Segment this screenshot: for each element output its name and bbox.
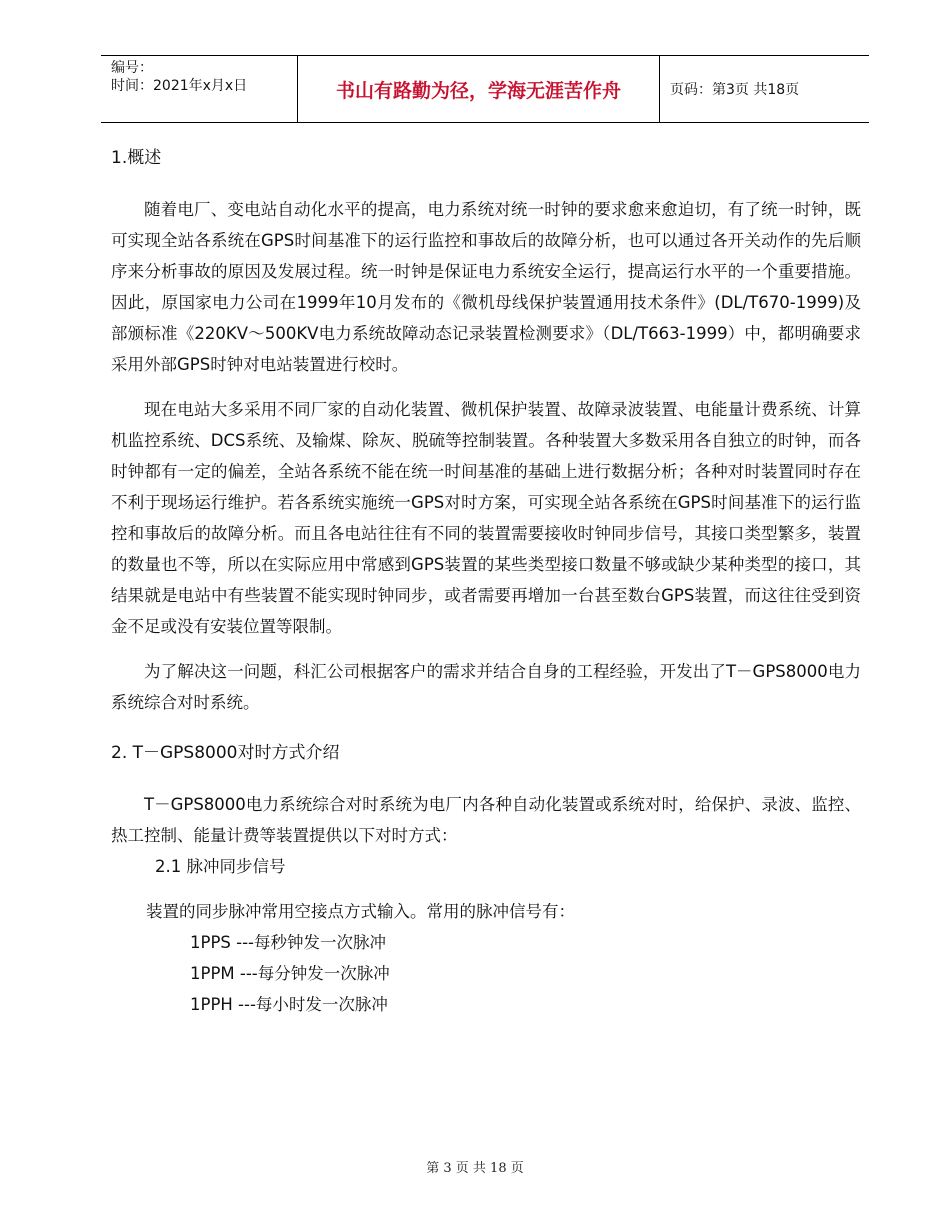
section-1-paragraph-3: 为了解决这一问题，科汇公司根据客户的需求并结合自身的工程经验，开发出了T－GPS8000电力系统综合对时系统。 — [111, 662, 861, 712]
section-1-paragraph-1: 随着电厂、变电站自动化水平的提高，电力系统对统一时钟的要求愈来愈迫切，有了统一时钟，既可实现全站各系统在GPS时间基准下的运行监控和事故后的故障分析，也可以通过各开关动作的先后顺序来分析事故的原因及发展过程。统一时钟是保证电力系统安全运行，提高运行水平的一个重要措施。因此，原国家电力公司在1999年10月发布的《微机母线保护装置通用技术条件》(DL/T670-1999)及部颁标准《220KV～500KV电力系统故障动态记录装置检测要求》（DL/T663-1999）中，都明确要求采用外部GPS时钟对电站装置进行校时。 — [111, 200, 861, 374]
pulse-item-1pph: 1PPH ---每小时发一次脉冲 — [190, 995, 388, 1014]
page-header — [101, 55, 869, 123]
section-1-heading: 1.概述 — [111, 148, 162, 168]
header-motto: 书山有路勤为径，学海无涯苦作舟 — [298, 56, 660, 122]
serial-number-label: 编号： — [111, 60, 153, 76]
page-footer: 第 3 页 共 18 页 — [426, 1161, 524, 1176]
subsection-2-1-heading: 2.1 脉冲同步信号 — [155, 857, 286, 876]
section-1-paragraph-2: 现在电站大多采用不同厂家的自动化装置、微机保护装置、故障录波装置、电能量计费系统、计算机监控系统、DCS系统、及输煤、除灰、脱硫等控制装置。各种装置大多数采用各自独立的时钟，而各时钟都有一定的偏差，全站各系统不能在统一时间基准的基础上进行数据分析；各种对时装置同时存在不利于现场运行维护。若各系统实施统一GPS对时方案，可实现全站各系统在GPS时间基准下的运行监控和事故后的故障分析。而且各电站往往有不同的装置需要接收时钟同步信号，其接口类型繁多，装置的数量也不等，所以在实际应用中常感到GPS装置的某些类型接口数量不够或缺少某种类型的接口，其结果就是电站中有些装置不能实现时钟同步，或者需要再增加一台甚至数台GPS装置，而这往往受到资金不足或没有安装位置等限制。 — [111, 400, 861, 636]
pulse-item-1pps: 1PPS ---每秒钟发一次脉冲 — [190, 933, 386, 952]
header-page-info: 页码：第3页 共18页 — [670, 82, 800, 98]
time-label: 时间：2021年x月x日 — [111, 78, 248, 94]
section-2-heading: 2. T－GPS8000对时方式介绍 — [111, 743, 340, 763]
document-body — [111, 137, 861, 1020]
header-meta — [101, 56, 298, 122]
subsection-2-1-intro: 装置的同步脉冲常用空接点方式输入。常用的脉冲信号有： — [146, 902, 575, 921]
section-2-intro: T－GPS8000电力系统综合对时系统为电厂内各种自动化装置或系统对时，给保护、录波、监控、热工控制、能量计费等装置提供以下对时方式： — [111, 795, 861, 845]
pulse-item-1ppm: 1PPM ---每分钟发一次脉冲 — [190, 964, 390, 983]
